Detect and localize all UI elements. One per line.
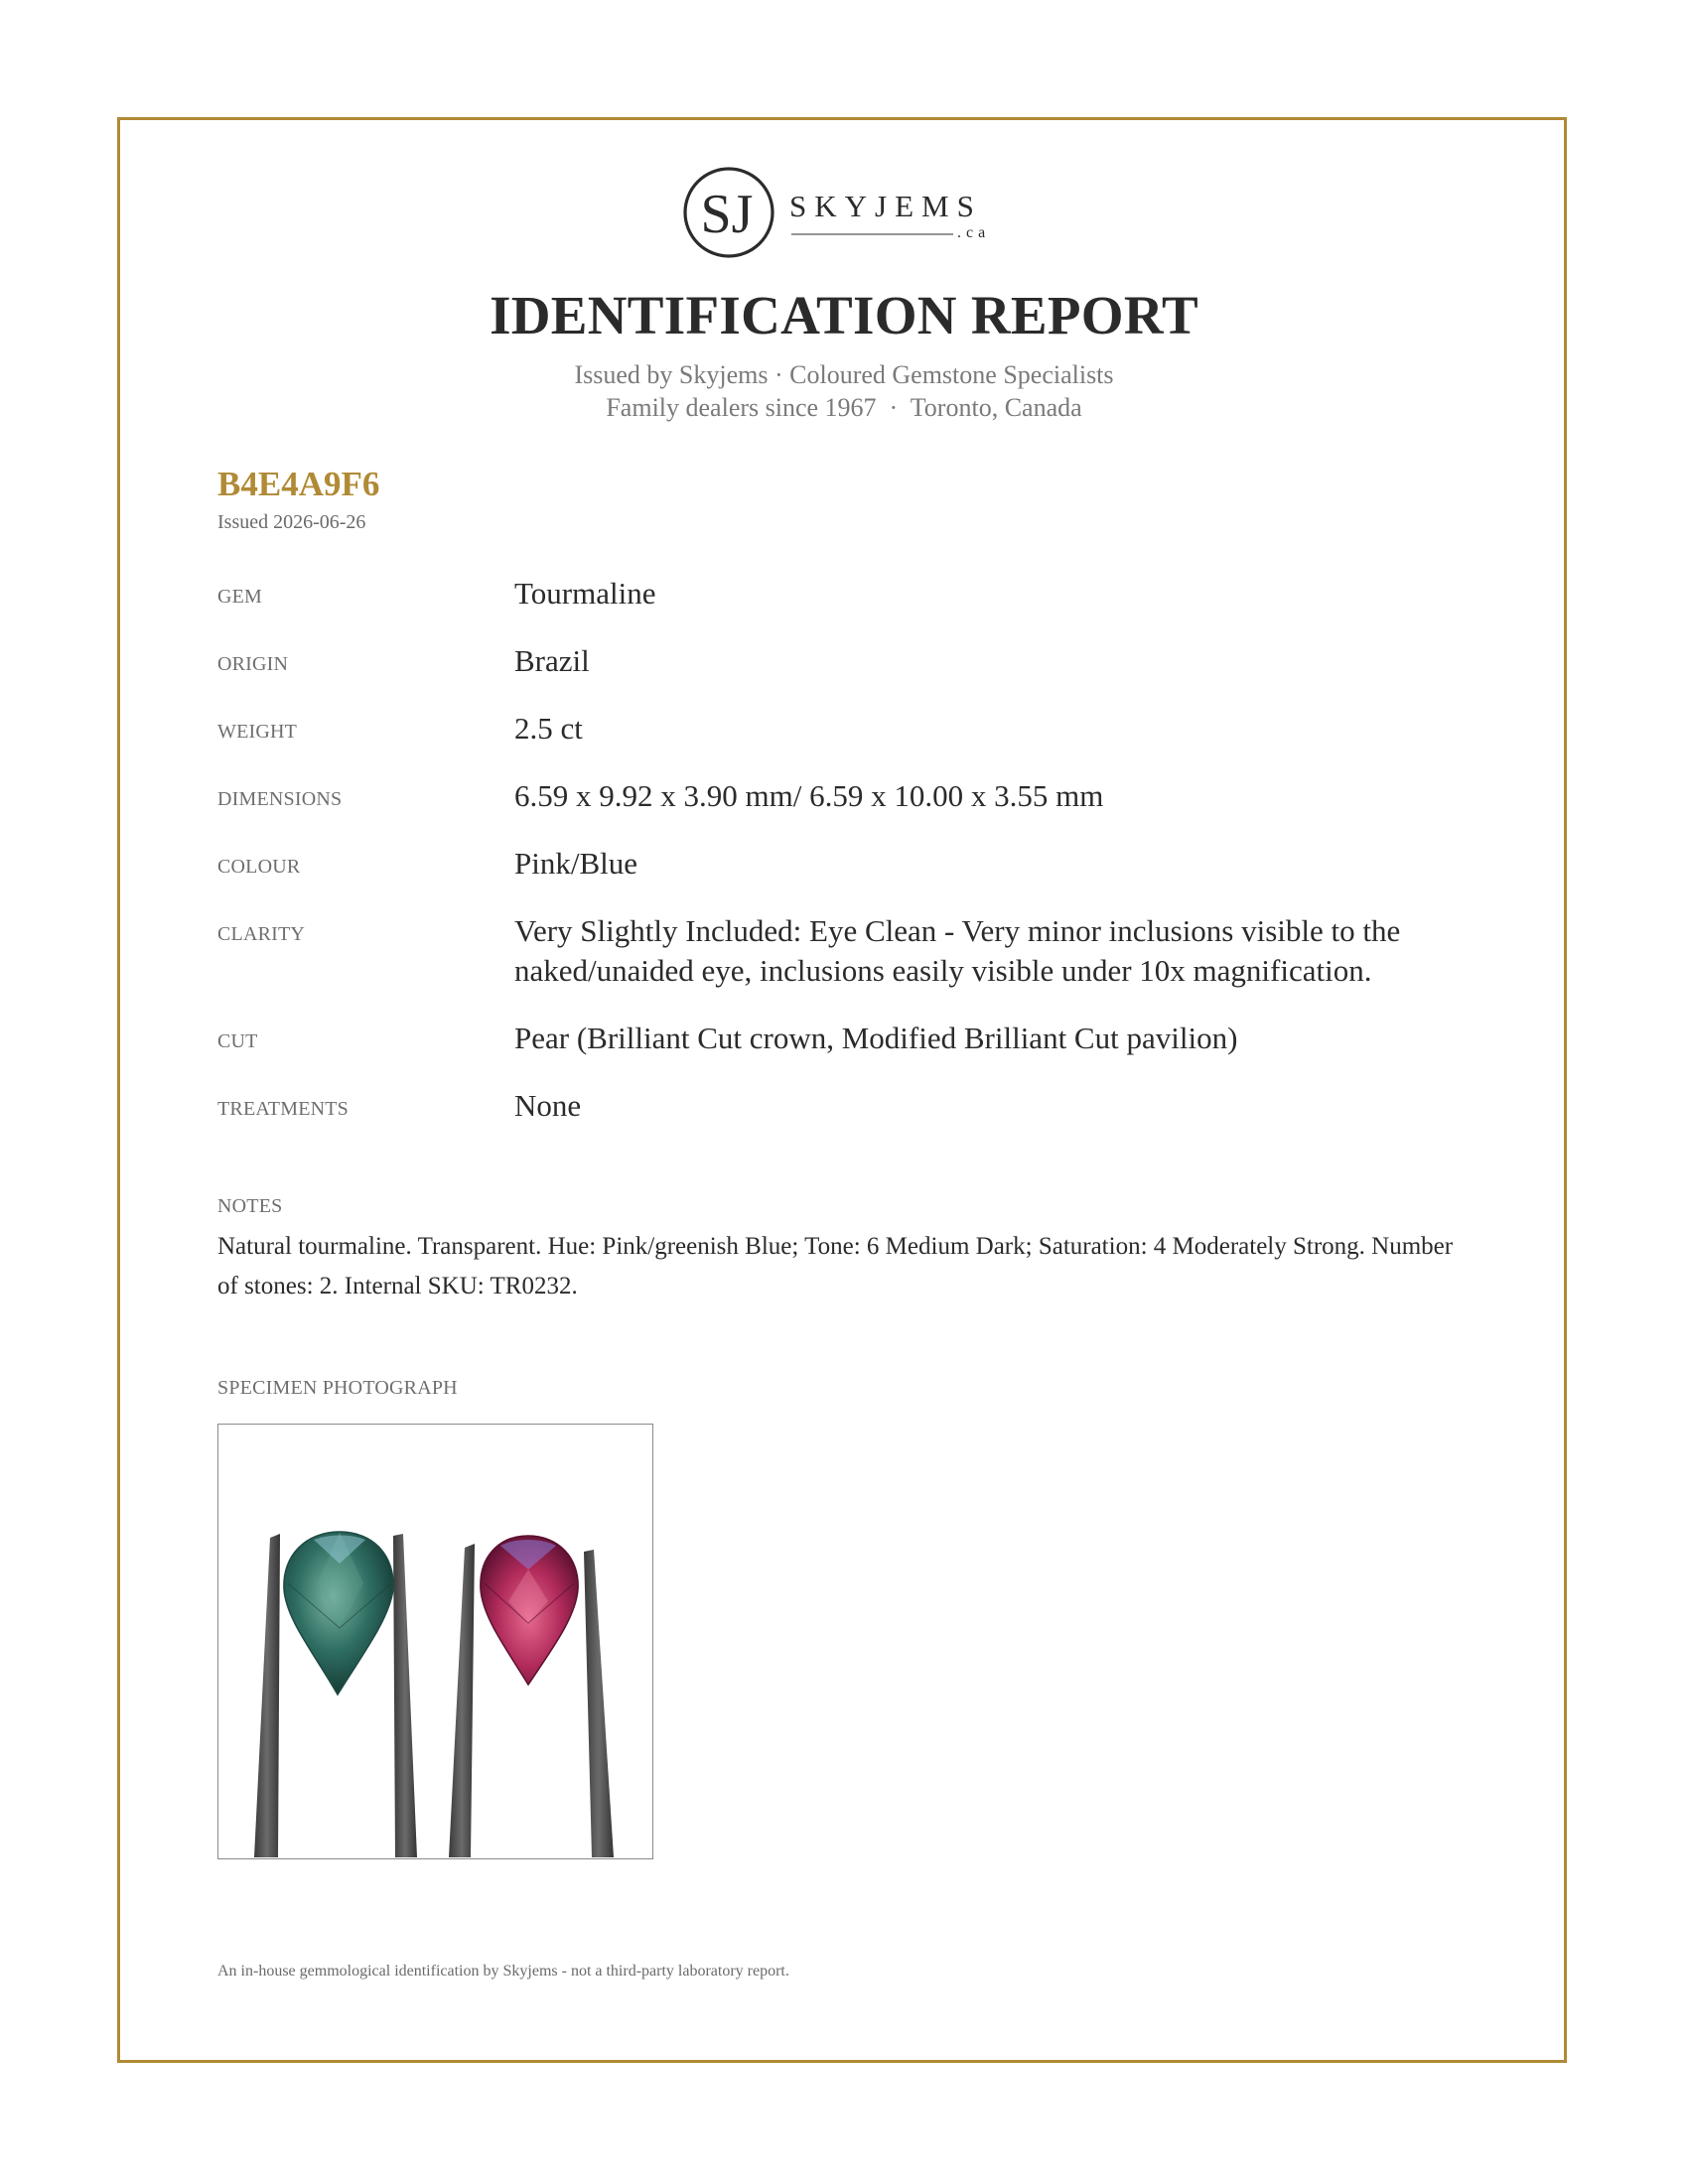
cut-value: Pear (Brilliant Cut crown, Modified Brilliant Cut pavilion) [514,1021,1238,1055]
page-title: IDENTIFICATION REPORT [490,285,1198,345]
treatments-value: None [514,1088,582,1123]
right-tweezer-arm-1 [449,1544,475,1857]
notes-label: NOTES [217,1195,283,1217]
clarity-label: CLARITY [217,923,306,945]
logo-domain: .ca [957,224,991,241]
gemstones-illustration [218,1425,651,1857]
cut-label: CUT [217,1030,258,1052]
left-tweezer-arm-1 [254,1534,280,1857]
report-id: B4E4A9F6 [217,465,380,503]
specimen-photograph [217,1424,653,1859]
right-tweezer-arm-2 [584,1550,614,1857]
logo-wordmark: SKYJEMS [789,189,982,223]
colour-value: Pink/Blue [514,846,638,881]
weight-value: 2.5 ct [514,711,583,746]
treatments-label: TREATMENTS [217,1098,349,1120]
weight-label: WEIGHT [217,721,298,743]
subtitle-issuer: Issued by Skyjems · Coloured Gemstone Specialists [574,360,1114,389]
dimensions-value: 6.59 x 9.92 x 3.90 mm/ 6.59 x 10.00 x 3.55 mm [514,778,1104,813]
dimensions-label: DIMENSIONS [217,788,343,810]
subtitle-location: Family dealers since 1967 · Toronto, Canada [606,393,1082,422]
skyjems-logo-mark [683,163,1021,262]
footer-disclaimer: An in-house gemmological identification by Skyjems - not a third-party laboratory report. [217,1963,789,1979]
clarity-value: Very Slightly Included: Eye Clean - Very minor inclusions visible to the naked/unaided eye, inclusions easily visible under 10x magnification. [514,913,1401,988]
origin-value: Brazil [514,643,590,678]
issue-date: Issued 2026-06-26 [217,511,366,533]
gem-value: Tourmaline [514,576,656,611]
left-tweezer-arm-2 [393,1534,417,1857]
gem-label: GEM [217,586,263,608]
logo-monogram: SJ [700,184,754,245]
notes-text: Natural tourmaline. Transparent. Hue: Pink/greenish Blue; Tone: 6 Medium Dark; Saturation: 4 Moderately Strong. Number of stones: 2. Internal SKU: TR0232. [217,1233,1454,1299]
origin-label: ORIGIN [217,653,289,675]
photo-label: SPECIMEN PHOTOGRAPH [217,1377,458,1399]
colour-label: COLOUR [217,856,301,878]
skyjems-logo [683,163,1021,262]
